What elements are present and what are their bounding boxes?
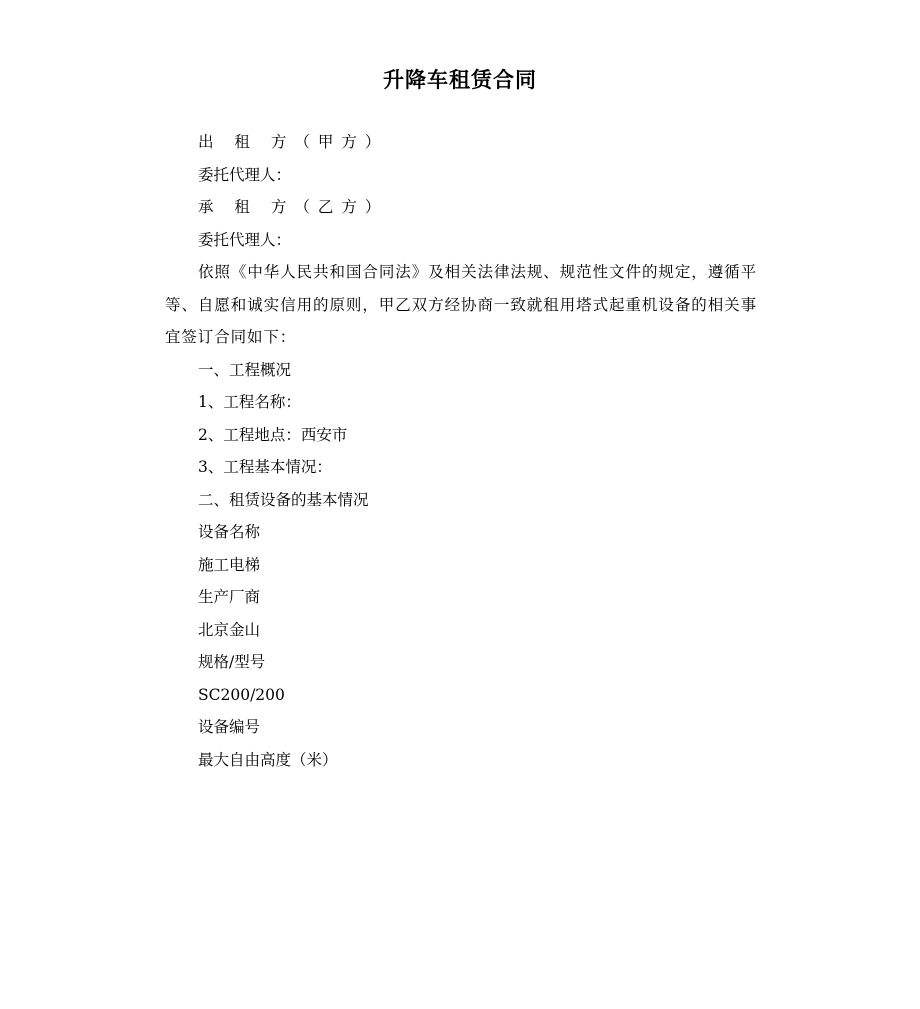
project-name-line: 1、工程名称： [198, 393, 301, 411]
document-body [165, 126, 757, 776]
document-title: 升降车租赁合同 [383, 68, 537, 92]
lessee-agent-line: 委托代理人： [198, 230, 292, 249]
lessee-line: 承 租 方（乙方） [198, 198, 389, 216]
project-location-line: 2、工程地点：西安市 [198, 425, 348, 444]
manufacturer-label: 生产厂商 [198, 588, 261, 606]
section2-heading: 二、租赁设备的基本情况 [198, 490, 369, 509]
manufacturer-value: 北京金山 [198, 620, 261, 639]
lessor-line: 出 租 方（甲方） [198, 133, 389, 151]
lessor-agent-line: 委托代理人： [198, 165, 292, 184]
model-value: SC200/200 [198, 685, 285, 704]
section1-heading: 一、工程概况 [198, 360, 292, 379]
equipment-number-label: 设备编号 [198, 718, 261, 736]
max-free-height-label: 最大自由高度（米） [198, 750, 338, 769]
project-basic-info-line: 3、工程基本情况： [198, 458, 332, 476]
equipment-name-value: 施工电梯 [198, 555, 261, 574]
equipment-name-label: 设备名称 [198, 523, 261, 541]
model-label: 规格/型号 [198, 653, 266, 671]
intro-paragraph: 依照《中华人民共和国合同法》及相关法律法规、规范性文件的规定，遵循平等、自愿和诚实信用的原则，甲乙双方经协商一致就租用塔式起重机设备的相关事宜签订合同如下： [165, 263, 757, 346]
